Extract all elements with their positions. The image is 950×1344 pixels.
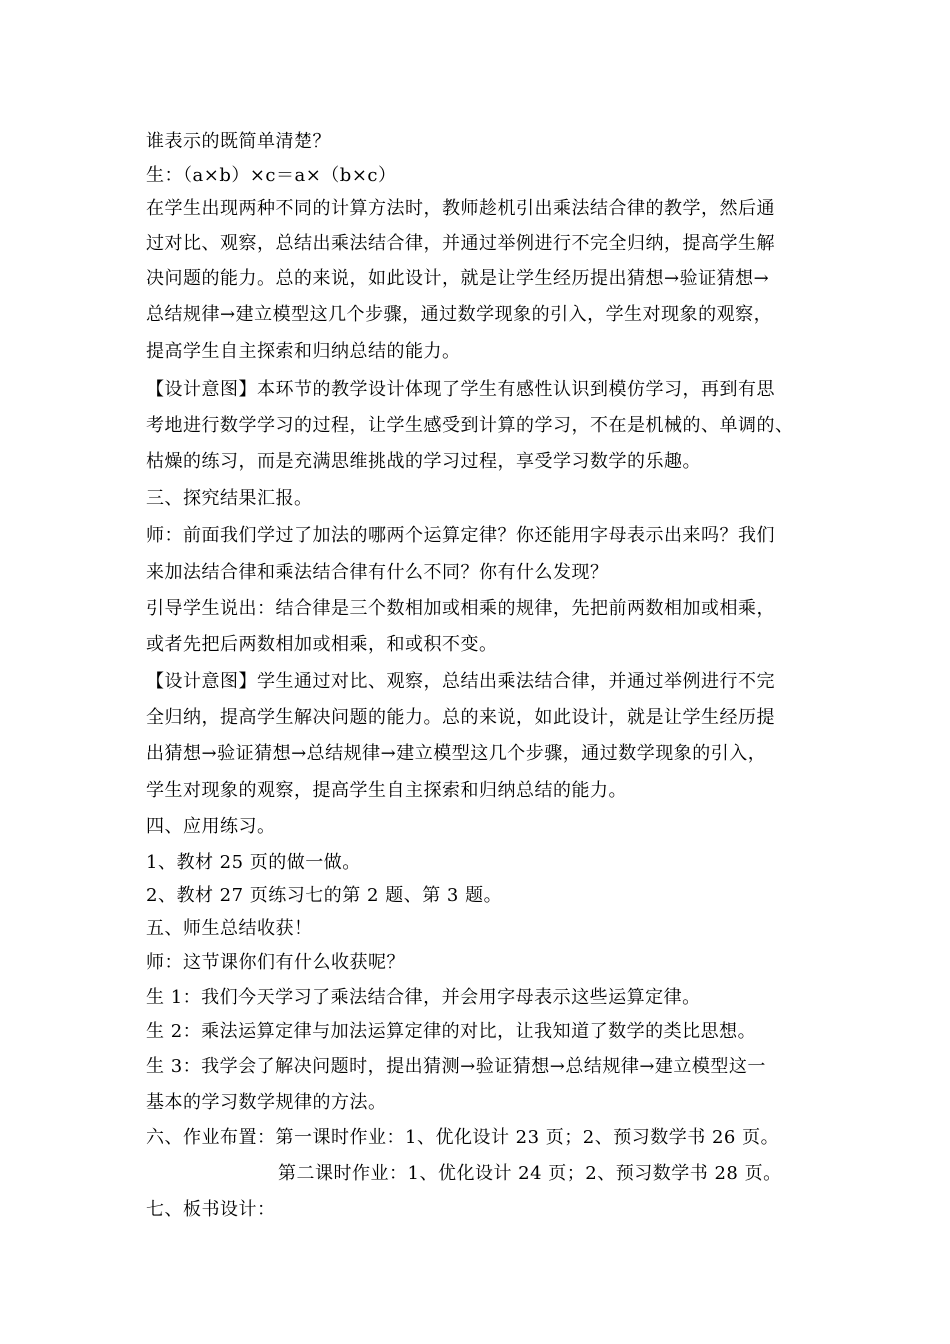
text-line: 提高学生自主探索和归纳总结的能力。 [146, 341, 461, 362]
text-line: 谁表示的既简单清楚？ [146, 131, 331, 152]
text-line: 或者先把后两数相加或相乘，和或积不变。 [146, 634, 498, 655]
text-line: 基本的学习数学规律的方法。 [146, 1092, 387, 1113]
text-line: 考地进行数学学习的过程，让学生感受到计算的学习，不在是机械的、单调的、 [146, 415, 794, 436]
text-line: 生 3：我学会了解决问题时，提出猜测→验证猜想→总结规律→建立模型这一 [146, 1056, 766, 1077]
text-line: 来加法结合律和乘法结合律有什么不同？你有什么发现？ [146, 562, 609, 583]
text-line: 总结规律→建立模型这几个步骤，通过数学现象的引入，学生对现象的观察， [146, 304, 773, 325]
text-line: 全归纳，提高学生解决问题的能力。总的来说，如此设计，就是让学生经历提 [146, 707, 775, 728]
text-line: 在学生出现两种不同的计算方法时，教师趁机引出乘法结合律的教学，然后通 [146, 198, 775, 219]
text-line: 2、教材 27 页练习七的第 2 题、第 3 题。 [146, 885, 503, 906]
text-line: 生 2：乘法运算定律与加法运算定律的对比，让我知道了数学的类比思想。 [146, 1021, 757, 1042]
text-line: 枯燥的练习，而是充满思维挑战的学习过程，享受学习数学的乐趣。 [146, 451, 701, 472]
section-heading: 七、板书设计： [146, 1199, 276, 1220]
text-line: 生 1：我们今天学习了乘法结合律，并会用字母表示这些运算定律。 [146, 987, 701, 1008]
text-line: 师：前面我们学过了加法的哪两个运算定律？你还能用字母表示出来吗？我们 [146, 525, 775, 546]
text-line: 决问题的能力。总的来说，如此设计，就是让学生经历提出猜想→验证猜想→ [146, 268, 770, 289]
text-line: 1、教材 25 页的做一做。 [146, 852, 361, 873]
section-heading: 六、作业布置：第一课时作业：1、优化设计 23 页；2、预习数学书 26 页。 [146, 1127, 780, 1148]
text-line: 出猜想→验证猜想→总结规律→建立模型这几个步骤，通过数学现象的引入， [146, 743, 767, 764]
section-heading: 四、应用练习。 [146, 816, 276, 837]
text-line: 学生对现象的观察，提高学生自主探索和归纳总结的能力。 [146, 780, 627, 801]
text-line: 引导学生说出：结合律是三个数相加或相乘的规律，先把前两数相加或相乘， [146, 598, 775, 619]
text-line: 过对比、观察，总结出乘法结合律，并通过举例进行不完全归纳，提高学生解 [146, 233, 775, 254]
text-line: 师：这节课你们有什么收获呢？ [146, 952, 405, 973]
section-heading: 五、师生总结收获！ [146, 918, 313, 939]
text-line: 【设计意图】学生通过对比、观察，总结出乘法结合律，并通过举例进行不完 [146, 671, 775, 692]
text-line: 第二课时作业：1、优化设计 24 页；2、预习数学书 28 页。 [278, 1163, 782, 1184]
text-line: 生：（a×b）×c＝a×（b×c） [146, 165, 397, 186]
text-line: 【设计意图】本环节的教学设计体现了学生有感性认识到模仿学习，再到有思 [146, 379, 775, 400]
section-heading: 三、探究结果汇报。 [146, 488, 313, 509]
